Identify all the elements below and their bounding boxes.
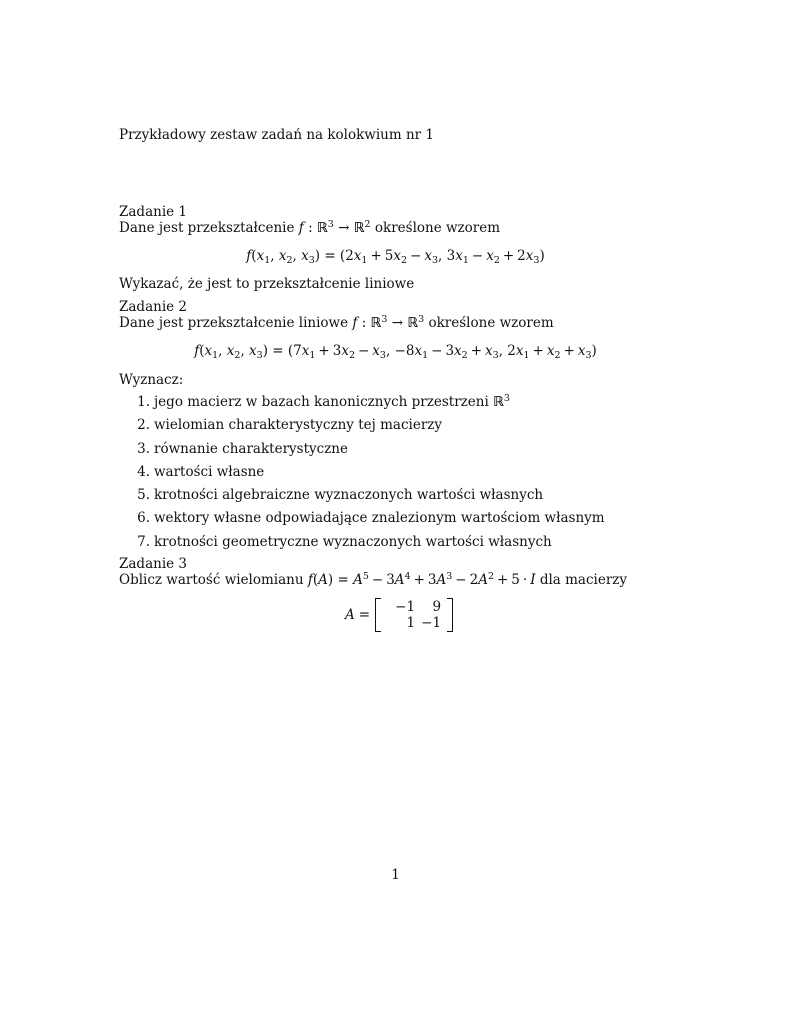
list-item-number: 6.	[137, 510, 150, 527]
list-item	[134, 534, 605, 557]
task2-formula: $f(x_1$, $x_2$, $x_3) = (7x_1 + 3x_2 - x_3$, $-8x_1 - 3x_2 + x_3$, $2x_1 + x_2 + x_3$)	[194, 343, 597, 361]
list-item	[134, 510, 605, 533]
list-item-text: równanie charakterystyczne	[154, 440, 348, 457]
task2-determine: Wyznacz:	[119, 372, 184, 388]
task2-intro-text: Dane jest przekształcenie liniowe	[119, 315, 349, 331]
list-item-text: wektory własne odpowiadające znalezionym wartościom własnym	[154, 510, 605, 527]
matrix-name: A	[345, 607, 355, 623]
list-item	[134, 441, 605, 464]
task1-prove: Wykazać, że jest to przekształcenie liniowe	[119, 276, 415, 292]
document-title: Przykładowy zestaw zadań na kolokwium nr 1	[119, 127, 434, 143]
list-item-number: 1.	[137, 394, 150, 410]
task1-intro-end: określone wzorem	[374, 220, 501, 236]
matrix-cell: −1	[395, 599, 416, 615]
list-item	[134, 417, 605, 440]
matrix-grid	[381, 599, 447, 631]
task1-intro	[119, 220, 500, 236]
list-item-number: 2.	[137, 417, 150, 434]
task1-formula: $f(x_1$, $x_2$, $x_3) = (2x_1 + 5x_2 - x_3$, $3x_1 - x_2 + 2x_3$)	[246, 248, 545, 266]
list-item-text: jego macierz w bazach kanonicznych przestrzeni	[154, 394, 489, 410]
matrix-cell: −1	[421, 615, 442, 631]
task2-intro	[119, 315, 554, 331]
list-item: 1. jego macierz w bazach kanonicznych przestrzeni ℝ$^3$	[134, 394, 605, 417]
matrix-cell: 9	[432, 599, 442, 615]
task3-intro-end: dla macierzy	[539, 572, 628, 588]
page-number: 1	[391, 867, 400, 883]
list-item-number: 3.	[137, 440, 150, 457]
matrix-cell: 1	[406, 615, 416, 631]
task2-mapping: f : ℝ$^3$ → ℝ$^3$	[352, 314, 425, 331]
list-item-number: 4.	[137, 463, 150, 480]
list-item	[134, 464, 605, 487]
list-item	[134, 487, 605, 510]
task1-intro-text: Dane jest przekształcenie	[119, 220, 295, 236]
list-item-text: krotności algebraiczne wyznaczonych wartości własnych	[154, 487, 544, 504]
list-item-text: krotności geometryczne wyznaczonych wartości własnych	[154, 533, 552, 550]
right-bracket	[447, 598, 453, 632]
task1-heading: Zadanie 1	[119, 204, 188, 220]
list-item-text: wartości własne	[154, 463, 265, 480]
task3-intro-text: Oblicz wartość wielomianu	[119, 572, 304, 588]
task3-polynomial: $f(A) = A^5 - 3A^4 + 3A^3 - 2A^2 + 5 \cdot I$	[307, 571, 536, 588]
task3-heading: Zadanie 3	[119, 556, 188, 572]
task3-intro	[119, 572, 627, 588]
task2-intro-end: określone wzorem	[428, 315, 554, 331]
list-item-text: wielomian charakterystyczny tej macierzy	[154, 417, 443, 434]
task2-list	[134, 394, 605, 557]
list-item-number: 7.	[137, 533, 150, 550]
task2-heading: Zadanie 2	[119, 299, 188, 315]
task1-mapping: f : ℝ$^3$ → ℝ$^2$	[298, 219, 371, 236]
matrix-equation: A = −1 9 1 −1	[345, 598, 453, 632]
list-item-number: 5.	[137, 487, 150, 504]
